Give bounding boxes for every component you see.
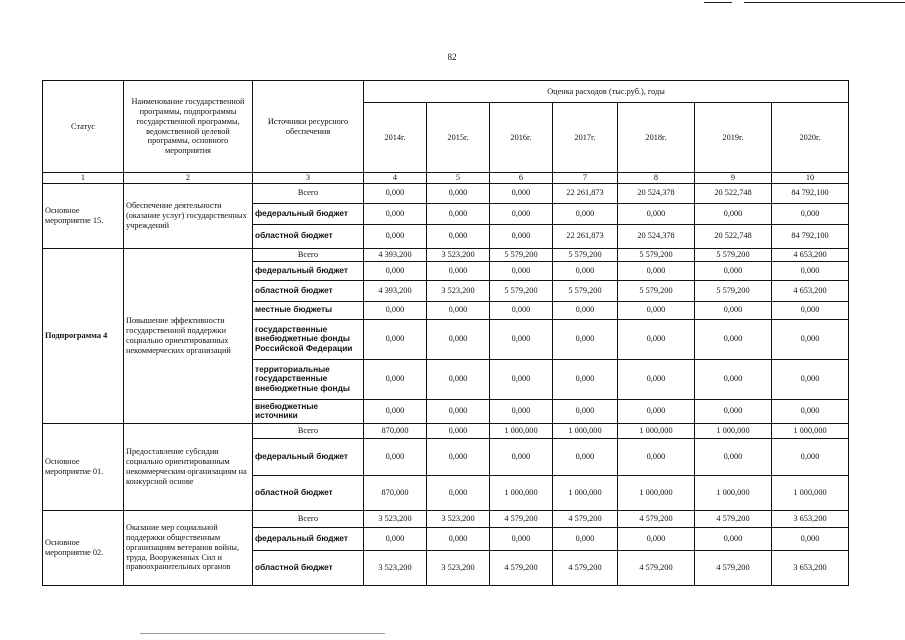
funding-source-cell: федеральный бюджет bbox=[253, 203, 364, 224]
program-name-cell: Обеспечение деятельности (оказание услуг) государственных учреждений bbox=[124, 183, 253, 248]
table-row bbox=[43, 423, 849, 438]
value-cell: 0,000 bbox=[553, 527, 618, 550]
value-cell: 3 653,200 bbox=[772, 510, 849, 527]
value-cell: 0,000 bbox=[618, 527, 695, 550]
funding-source-cell: федеральный бюджет bbox=[253, 438, 364, 475]
value-cell: 3 523,200 bbox=[427, 248, 490, 261]
status-cell: Основное мероприятие 15. bbox=[43, 183, 124, 248]
value-cell: 4 579,200 bbox=[618, 510, 695, 527]
value-cell: 0,000 bbox=[490, 319, 553, 359]
value-cell: 5 579,200 bbox=[553, 248, 618, 261]
value-cell: 4 579,200 bbox=[553, 550, 618, 585]
value-cell: 0,000 bbox=[772, 203, 849, 224]
funding-source-cell: федеральный бюджет bbox=[253, 527, 364, 550]
funding-source-cell: Всего bbox=[253, 248, 364, 261]
funding-source-cell: областной бюджет bbox=[253, 224, 364, 248]
value-cell: 0,000 bbox=[490, 527, 553, 550]
header-column-number: 6 bbox=[490, 173, 553, 184]
header-column-number: 5 bbox=[427, 173, 490, 184]
header-name: Наименование государственной программы, подпрограммы государственной программы, ведомственной целевой программы, основного мероприятия bbox=[124, 81, 253, 173]
budget-table-body bbox=[43, 183, 849, 585]
header-year: 2020г. bbox=[772, 103, 849, 173]
value-cell: 3 523,200 bbox=[427, 550, 490, 585]
value-cell: 0,000 bbox=[364, 261, 427, 280]
value-cell: 0,000 bbox=[618, 203, 695, 224]
header-row-top bbox=[43, 81, 849, 103]
value-cell: 4 653,200 bbox=[772, 280, 849, 301]
value-cell: 0,000 bbox=[618, 399, 695, 423]
value-cell: 0,000 bbox=[618, 438, 695, 475]
table-row bbox=[43, 248, 849, 261]
value-cell: 4 393,200 bbox=[364, 248, 427, 261]
value-cell: 1 000,000 bbox=[772, 423, 849, 438]
value-cell: 0,000 bbox=[427, 527, 490, 550]
value-cell: 0,000 bbox=[364, 301, 427, 319]
value-cell: 0,000 bbox=[772, 438, 849, 475]
value-cell: 20 522,748 bbox=[695, 183, 772, 203]
value-cell: 0,000 bbox=[553, 203, 618, 224]
value-cell: 4 579,200 bbox=[695, 510, 772, 527]
value-cell: 3 523,200 bbox=[364, 510, 427, 527]
value-cell: 4 579,200 bbox=[618, 550, 695, 585]
value-cell: 5 579,200 bbox=[695, 280, 772, 301]
value-cell: 0,000 bbox=[490, 438, 553, 475]
value-cell: 1 000,000 bbox=[490, 423, 553, 438]
value-cell: 870,000 bbox=[364, 475, 427, 510]
value-cell: 0,000 bbox=[364, 399, 427, 423]
value-cell: 20 524,378 bbox=[618, 183, 695, 203]
value-cell: 3 523,200 bbox=[364, 550, 427, 585]
value-cell: 0,000 bbox=[490, 183, 553, 203]
value-cell: 0,000 bbox=[490, 261, 553, 280]
header-year: 2015г. bbox=[427, 103, 490, 173]
value-cell: 0,000 bbox=[490, 359, 553, 399]
value-cell: 0,000 bbox=[618, 261, 695, 280]
value-cell: 5 579,200 bbox=[618, 248, 695, 261]
value-cell: 0,000 bbox=[364, 438, 427, 475]
header-sources: Источники ресурсного обеспечения bbox=[253, 81, 364, 173]
value-cell: 0,000 bbox=[427, 423, 490, 438]
funding-source-cell: внебюджетные источники bbox=[253, 399, 364, 423]
value-cell: 0,000 bbox=[695, 527, 772, 550]
header-column-number: 9 bbox=[695, 173, 772, 184]
value-cell: 1 000,000 bbox=[772, 475, 849, 510]
value-cell: 0,000 bbox=[553, 359, 618, 399]
bottom-scan-line bbox=[140, 633, 385, 634]
header-year: 2016г. bbox=[490, 103, 553, 173]
value-cell: 0,000 bbox=[427, 301, 490, 319]
top-rule-long bbox=[744, 2, 905, 3]
value-cell: 20 522,748 bbox=[695, 224, 772, 248]
funding-source-cell: местные бюджеты bbox=[253, 301, 364, 319]
funding-source-cell: территориальные государственные внебюджетные фонды bbox=[253, 359, 364, 399]
value-cell: 0,000 bbox=[364, 183, 427, 203]
header-column-number: 7 bbox=[553, 173, 618, 184]
funding-source-cell: государственные внебюджетные фонды Российской Федерации bbox=[253, 319, 364, 359]
header-year: 2017г. bbox=[553, 103, 618, 173]
value-cell: 1 000,000 bbox=[553, 475, 618, 510]
header-year: 2018г. bbox=[618, 103, 695, 173]
top-rule-short bbox=[704, 2, 732, 3]
value-cell: 4 579,200 bbox=[553, 510, 618, 527]
funding-source-cell: областной бюджет bbox=[253, 280, 364, 301]
value-cell: 0,000 bbox=[553, 319, 618, 359]
header-column-number: 8 bbox=[618, 173, 695, 184]
value-cell: 0,000 bbox=[772, 359, 849, 399]
status-cell: Основное мероприятие 02. bbox=[43, 510, 124, 585]
value-cell: 0,000 bbox=[695, 261, 772, 280]
value-cell: 0,000 bbox=[364, 359, 427, 399]
value-cell: 0,000 bbox=[427, 475, 490, 510]
funding-source-cell: областной бюджет bbox=[253, 550, 364, 585]
funding-source-cell: федеральный бюджет bbox=[253, 261, 364, 280]
value-cell: 5 579,200 bbox=[490, 280, 553, 301]
value-cell: 0,000 bbox=[553, 261, 618, 280]
table-row bbox=[43, 510, 849, 527]
value-cell: 1 000,000 bbox=[618, 475, 695, 510]
value-cell: 84 792,100 bbox=[772, 183, 849, 203]
value-cell: 5 579,200 bbox=[695, 248, 772, 261]
table-row bbox=[43, 183, 849, 203]
funding-source-cell: Всего bbox=[253, 510, 364, 527]
header-column-number: 3 bbox=[253, 173, 364, 184]
value-cell: 0,000 bbox=[553, 301, 618, 319]
value-cell: 20 524,378 bbox=[618, 224, 695, 248]
value-cell: 3 523,200 bbox=[427, 510, 490, 527]
status-cell: Основное мероприятие 01. bbox=[43, 423, 124, 510]
value-cell: 0,000 bbox=[772, 527, 849, 550]
value-cell: 5 579,200 bbox=[553, 280, 618, 301]
value-cell: 0,000 bbox=[772, 261, 849, 280]
value-cell: 0,000 bbox=[695, 203, 772, 224]
header-estimate: Оценка расходов (тыс.руб.), годы bbox=[364, 81, 849, 103]
value-cell: 3 653,200 bbox=[772, 550, 849, 585]
program-name-cell: Повышение эффективности государственной поддержки социально ориентированных некоммерческих организаций bbox=[124, 248, 253, 423]
header-column-number: 1 bbox=[43, 173, 124, 184]
value-cell: 4 579,200 bbox=[695, 550, 772, 585]
value-cell: 0,000 bbox=[364, 203, 427, 224]
value-cell: 0,000 bbox=[553, 438, 618, 475]
value-cell: 0,000 bbox=[427, 183, 490, 203]
value-cell: 0,000 bbox=[427, 203, 490, 224]
page-number: 82 bbox=[447, 52, 457, 62]
header-column-number: 2 bbox=[124, 173, 253, 184]
value-cell: 0,000 bbox=[695, 301, 772, 319]
value-cell: 4 579,200 bbox=[490, 550, 553, 585]
value-cell: 0,000 bbox=[427, 319, 490, 359]
value-cell: 0,000 bbox=[427, 224, 490, 248]
value-cell: 0,000 bbox=[618, 301, 695, 319]
value-cell: 1 000,000 bbox=[695, 423, 772, 438]
header-numbers-row bbox=[43, 173, 849, 184]
value-cell: 0,000 bbox=[695, 359, 772, 399]
status-cell: Подпрограмма 4 bbox=[43, 248, 124, 423]
value-cell: 4 579,200 bbox=[490, 510, 553, 527]
header-year: 2014г. bbox=[364, 103, 427, 173]
value-cell: 0,000 bbox=[553, 399, 618, 423]
value-cell: 0,000 bbox=[772, 319, 849, 359]
value-cell: 1 000,000 bbox=[618, 423, 695, 438]
value-cell: 0,000 bbox=[695, 399, 772, 423]
header-status: Статус bbox=[43, 81, 124, 173]
funding-source-cell: Всего bbox=[253, 423, 364, 438]
value-cell: 4 653,200 bbox=[772, 248, 849, 261]
value-cell: 0,000 bbox=[490, 203, 553, 224]
value-cell: 0,000 bbox=[364, 319, 427, 359]
header-column-number: 10 bbox=[772, 173, 849, 184]
value-cell: 0,000 bbox=[364, 224, 427, 248]
value-cell: 0,000 bbox=[772, 301, 849, 319]
value-cell: 0,000 bbox=[772, 399, 849, 423]
header-column-number: 4 bbox=[364, 173, 427, 184]
value-cell: 22 261,873 bbox=[553, 224, 618, 248]
value-cell: 0,000 bbox=[427, 359, 490, 399]
value-cell: 0,000 bbox=[427, 261, 490, 280]
value-cell: 0,000 bbox=[618, 359, 695, 399]
value-cell: 0,000 bbox=[490, 399, 553, 423]
value-cell: 1 000,000 bbox=[695, 475, 772, 510]
funding-source-cell: Всего bbox=[253, 183, 364, 203]
funding-source-cell: областной бюджет bbox=[253, 475, 364, 510]
value-cell: 0,000 bbox=[695, 319, 772, 359]
value-cell: 4 393,200 bbox=[364, 280, 427, 301]
value-cell: 0,000 bbox=[490, 224, 553, 248]
program-name-cell: Оказание мер социальной поддержки общественным организациям ветеранов войны, труда, Вооруженных Сил и правоохранительных органов bbox=[124, 510, 253, 585]
header-year: 2019г. bbox=[695, 103, 772, 173]
value-cell: 1 000,000 bbox=[553, 423, 618, 438]
value-cell: 84 792,100 bbox=[772, 224, 849, 248]
value-cell: 5 579,200 bbox=[618, 280, 695, 301]
value-cell: 0,000 bbox=[427, 399, 490, 423]
value-cell: 0,000 bbox=[618, 319, 695, 359]
value-cell: 1 000,000 bbox=[490, 475, 553, 510]
value-cell: 0,000 bbox=[695, 438, 772, 475]
budget-table bbox=[42, 80, 849, 586]
program-name-cell: Предоставление субсидии социально ориентированным некоммерческим организациям на конкурсной основе bbox=[124, 423, 253, 510]
value-cell: 22 261,873 bbox=[553, 183, 618, 203]
value-cell: 3 523,200 bbox=[427, 280, 490, 301]
value-cell: 0,000 bbox=[490, 301, 553, 319]
value-cell: 0,000 bbox=[427, 438, 490, 475]
value-cell: 5 579,200 bbox=[490, 248, 553, 261]
value-cell: 0,000 bbox=[364, 527, 427, 550]
value-cell: 870,000 bbox=[364, 423, 427, 438]
